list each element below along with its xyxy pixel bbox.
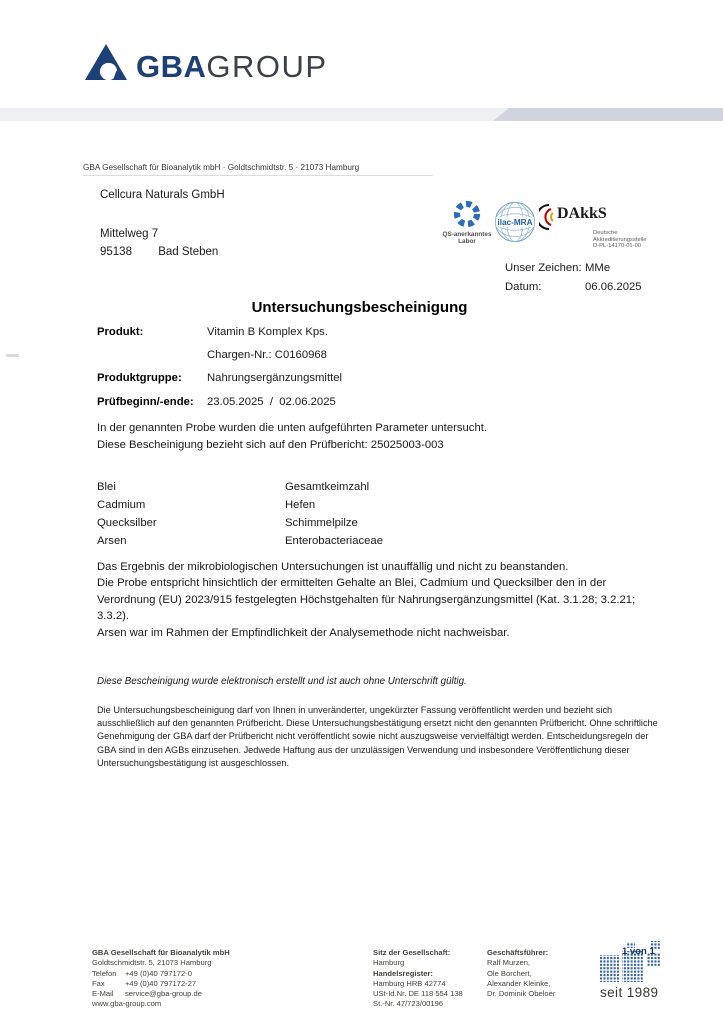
test-period-label: Prüfbeginn/-ende: (97, 396, 194, 408)
dakks-sub-line2: Akkreditierungsstelle (593, 236, 647, 243)
footer-seat-label: Sitz der Gesellschaft: (373, 948, 451, 957)
parameter-item: Quecksilber (97, 517, 157, 529)
recipient-street: Mittelweg 7 (100, 228, 159, 240)
parameter-item: Arsen (97, 535, 127, 547)
footer-phone-value: +49 (0)40 797172-0 (125, 968, 192, 978)
intro-line-1: In der genannten Probe wurden die unten aufgeführten Parameter untersucht. (97, 422, 488, 434)
footer-management-heading: Geschäftsführer: (487, 948, 549, 957)
date-value: 06.06.2025 (585, 281, 642, 293)
footer-tax-number: St.-Nr. 47/723/00196 (373, 999, 444, 1009)
dakks-wordmark: DAkkS (557, 205, 607, 222)
test-period-value: 23.05.2025 / 02.06.2025 (207, 396, 336, 408)
header-band-accent (493, 108, 723, 121)
footer-phone-label: Telefon (92, 968, 117, 978)
footer-register-label: Handelsregister: (373, 968, 433, 978)
results-line-1: Das Ergebnis der mikrobiologischen Untersuchungen ist unauffällig und nicht zu beanstanden. (97, 561, 569, 573)
qs-labor-icon (452, 224, 482, 231)
footer-register-value: Hamburg HRB 42774 (373, 978, 446, 988)
reference-label: Unser Zeichen: (505, 262, 582, 274)
footer-registry-column (373, 948, 483, 1010)
footer-email-link[interactable]: service@gba-group.de (125, 989, 202, 999)
sender-line: GBA Gesellschaft für Bioanalytik mbH · Goldtschmidtstr. 5 · 21073 Hamburg (83, 163, 360, 172)
dakks-arcs-icon (539, 204, 555, 232)
ilac-mra-badge (494, 201, 536, 243)
qs-caption-line1: QS-anerkanntes (442, 231, 492, 238)
footer-management-column (487, 948, 587, 999)
legal-paragraph: Die Untersuchungsbescheinigung darf von Ihnen in unveränderter, ungekürzter Fassung veröffentlicht werden und bezieht sich ausschließlich auf den genannten Prüfbericht. Diese Untersuchungsbestätigung ersetzt nicht den genannten Prüfbericht. Ohne schriftliche Genehmigung der GBA darf der Prüfbericht nicht veröffentlicht sowie nicht auszugsweise vervielfältigt werden. Entscheidungsregeln der GBA sind in den AGBs einzusehen. Jedwede Haftung aus der unzulässigen Verwendung und insbesondere Veröffentlichung dieser Untersuchungsbestätigung ist ausgeschlossen. (97, 705, 658, 768)
anniversary-logo (598, 938, 710, 1008)
dakks-sub-line1: Deutsche (593, 230, 618, 236)
product-label: Produkt: (97, 326, 144, 338)
footer-email-label: E-Mail (92, 989, 114, 999)
reference-value: MMe (585, 262, 611, 274)
intro-line-2: Diese Bescheinigung bezieht sich auf den Prüfbericht: 25025003-003 (97, 439, 444, 451)
recipient-city-line (100, 246, 218, 258)
ilac-mra-label: ilac-MRA (497, 218, 533, 228)
results-line-2: Die Probe entspricht hinsichtlich der ermittelten Gehalte an Blei, Cadmium und Quecksilber den in der Verordnung (EU) 2023/915 festgelegten Höchstgehalten für Nahrungsergänzungsmittel (Kat. 3.1.28; 3.2.21; 3.3.2). (97, 577, 636, 623)
parameter-item: Hefen (285, 499, 316, 511)
since-1989-label: seit 1989 (600, 985, 659, 1000)
electronic-signature-note: Diese Bescheinigung wurde elektronisch erstellt und ist auch ohne Unterschrift gültig. (97, 676, 467, 687)
footer-vat-id: USt-Id.Nr. DE 118 554 138 (373, 989, 463, 999)
product-value: Vitamin B Komplex Kps. (207, 326, 328, 338)
parameter-item: Cadmium (97, 499, 146, 511)
batch-number: Chargen-Nr.: C0160968 (207, 349, 327, 361)
document-title: Untersuchungsbescheinigung (251, 299, 468, 316)
recipient-name: Cellcura Naturals GmbH (100, 189, 225, 201)
fold-mark (6, 354, 19, 357)
parameter-item: Enterobacteriaceae (285, 535, 383, 547)
footer-manager-name: Alexander Kleinke, (487, 978, 551, 988)
dakks-badge (539, 204, 649, 250)
qs-caption-line2: Labor (458, 238, 476, 246)
parameter-item: Blei (97, 481, 116, 493)
parameter-item: Schimmelpilze (285, 517, 358, 529)
ilac-mra-icon (494, 201, 536, 243)
results-line-3: Arsen war im Rahmen der Empfindlichkeit der Analysemethode nicht nachweisbar. (97, 626, 510, 639)
page-indicator: 1 von 1 (622, 946, 655, 957)
footer-website-link[interactable]: www.gba-group.com (92, 999, 162, 1009)
address-window-rule (83, 175, 433, 176)
footer-manager-name: Ole Borchert, (487, 968, 532, 978)
footer-seat-value: Hamburg (373, 958, 405, 968)
footer-manager-name: Ralf Murzen, (487, 958, 531, 968)
footer-manager-name: Dr. Dominik Obeloer (487, 989, 556, 999)
recipient-city: Bad Steben (158, 246, 219, 258)
dakks-sub-line3: D-PL-14170-01-00 (593, 243, 642, 250)
footer-company-name: GBA Gesellschaft für Bioanalytik mbH (92, 948, 230, 957)
footer-fax-value: +49 (0)40 797172-27 (125, 978, 197, 988)
qs-labor-badge (438, 199, 496, 246)
footer-fax-label: Fax (92, 978, 105, 988)
header-band (0, 108, 723, 121)
product-group-label: Produktgruppe: (97, 372, 182, 384)
footer-company-address: Goldtschmidtstr. 5, 21073 Hamburg (92, 958, 212, 968)
brand-word-gba: GBA (136, 49, 207, 84)
brand-word-group: GROUP (206, 49, 328, 84)
footer-company-column (92, 948, 272, 1010)
results-paragraph (97, 559, 645, 641)
parameter-item: Gesamtkeimzahl (285, 481, 370, 493)
gba-triangle-icon (85, 44, 127, 85)
gba-group-logo (85, 44, 328, 85)
date-label: Datum: (505, 281, 542, 293)
product-group-value: Nahrungsergänzungsmittel (207, 372, 343, 384)
recipient-zip: 95138 (100, 246, 132, 258)
